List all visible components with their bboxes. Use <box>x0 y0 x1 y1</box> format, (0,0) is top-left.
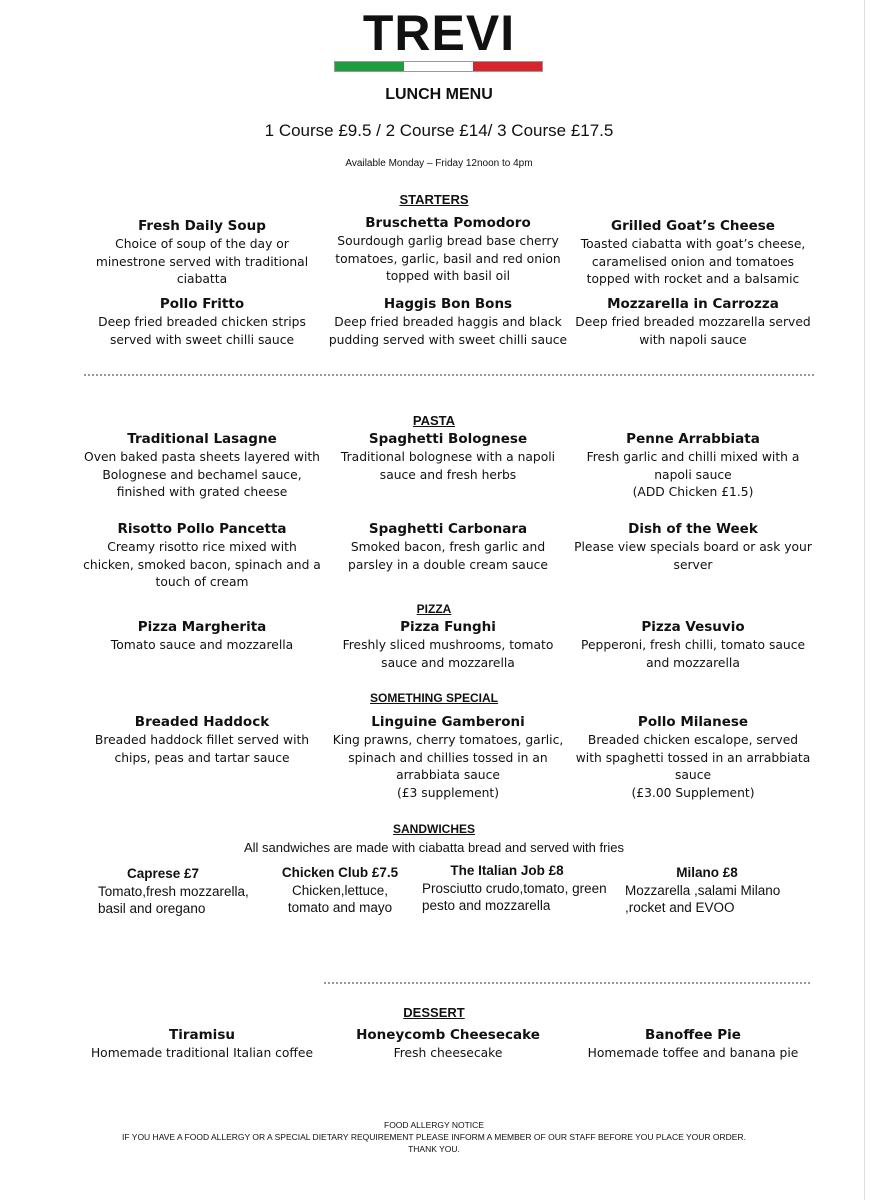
availability-text: Available Monday – Friday 12noon to 4pm <box>345 158 533 169</box>
section-title-pasta: PASTA <box>412 413 456 428</box>
item-description: Smoked bacon, fresh garlic and parsley in a double cream sauce <box>348 540 548 572</box>
allergy-notice-text: IF YOU HAVE A FOOD ALLERGY OR A SPECIAL DIETARY REQUIREMENT PLEASE INFORM A MEMBER OF OUR STAFF BEFORE YOU PLACE YOUR ORDER. <box>122 1132 746 1142</box>
item-name: Pizza Funghi <box>400 619 496 635</box>
item-description: Choice of soup of the day or minestrone served with traditional ciabatta <box>95 237 309 286</box>
flag-stripe-red <box>473 62 542 71</box>
menu-item <box>328 618 568 672</box>
item-name: Banoffee Pie <box>645 1027 741 1043</box>
item-description: Mozzarella ,salami Milano ,rocket and EVOO <box>625 883 781 915</box>
menu-item <box>82 1026 322 1063</box>
menu-item <box>328 520 568 574</box>
item-name: Haggis Bon Bons <box>383 296 513 312</box>
menu-title: LUNCH MENU <box>385 86 493 103</box>
dotted-divider <box>84 374 814 376</box>
item-description: Tomato sauce and mozzarella <box>110 638 294 652</box>
menu-item <box>328 1026 568 1063</box>
menu-item <box>328 295 568 349</box>
item-description: Deep fried breaded haggis and black pudding served with sweet chilli sauce <box>328 315 568 347</box>
item-description: Traditional bolognese with a napoli sauce and fresh herbs <box>340 450 556 482</box>
item-name: Milano £8 <box>676 865 738 880</box>
item-supplement: (£3 supplement) <box>396 785 500 800</box>
menu-page <box>4 0 865 1200</box>
item-name: Bruschetta Pomodoro <box>365 215 531 231</box>
menu-item <box>82 520 322 592</box>
item-name: The Italian Job £8 <box>450 863 564 878</box>
trevi-logo: TREVI <box>362 5 516 61</box>
item-name: Spaghetti Bolognese <box>368 431 528 447</box>
item-description: Breaded haddock fillet served with chips, peas and tartar sauce <box>94 733 310 765</box>
item-description: Deep fried breaded chicken strips served with sweet chilli sauce <box>98 315 306 347</box>
menu-item <box>82 713 322 767</box>
flag-stripe-green <box>335 62 404 71</box>
item-description: Deep fried breaded mozzarella served with napoli sauce <box>575 315 811 347</box>
item-name: Pollo Fritto <box>159 296 245 312</box>
item-description: Fresh cheesecake <box>393 1046 503 1060</box>
item-description: Homemade traditional Italian coffee <box>90 1046 314 1060</box>
allergy-notice-thanks: THANK YOU. <box>408 1144 460 1154</box>
dotted-divider <box>324 982 810 984</box>
menu-item <box>573 430 813 502</box>
menu-item <box>82 430 322 502</box>
item-description: Tomato,fresh mozzarella, basil and oregano <box>98 884 249 916</box>
allergy-notice-title: FOOD ALLERGY NOTICE <box>384 1120 484 1130</box>
sandwiches-note: All sandwiches are made with ciabatta bread and served with fries <box>243 840 625 855</box>
allergy-notice <box>4 1119 864 1155</box>
menu-item <box>82 618 322 655</box>
section-title-starters: STARTERS <box>399 192 469 207</box>
item-description: Breaded chicken escalope, served with spaghetti tossed in an arrabbiata sauce <box>575 733 811 782</box>
item-name: Grilled Goat’s Cheese <box>611 218 775 234</box>
menu-item <box>573 1026 813 1063</box>
item-description: Prosciutto crudo,tomato, green pesto and mozzarella <box>422 881 607 913</box>
menu-item <box>328 713 568 802</box>
item-description: Sourdough garlig bread base cherry tomatoes, garlic, basil and red onion topped with basil oil <box>335 234 561 283</box>
sandwich-item <box>276 863 404 916</box>
item-name: Pollo Milanese <box>637 714 749 730</box>
menu-item <box>82 295 322 349</box>
item-description: Creamy risotto rice mixed with chicken, smoked bacon, spinach and a touch of cream <box>83 540 321 589</box>
item-name: Dish of the Week <box>628 521 758 537</box>
item-supplement: (£3.00 Supplement) <box>631 785 755 800</box>
item-name: Penne Arrabbiata <box>626 431 760 447</box>
menu-item <box>328 214 568 286</box>
menu-item <box>573 618 813 672</box>
item-name: Pizza Margherita <box>137 619 267 635</box>
menu-item <box>573 217 813 289</box>
item-name: Risotto Pollo Pancetta <box>117 521 287 537</box>
item-description: Fresh garlic and chilli mixed with a napoli sauce <box>586 450 800 482</box>
section-title-something-special: SOMETHING SPECIAL <box>369 691 498 705</box>
item-description: Oven baked pasta sheets layered with Bolognese and bechamel sauce, finished with grated cheese <box>84 450 320 499</box>
item-name: Linguine Gamberoni <box>371 714 525 730</box>
item-description: Toasted ciabatta with goat’s cheese, caramelised onion and tomatoes topped with rocket and a balsamic <box>580 237 806 286</box>
section-title-pizza: PIZZA <box>416 602 452 616</box>
item-description: Pepperoni, fresh chilli, tomato sauce and mozzarella <box>580 638 806 670</box>
item-name: Fresh Daily Soup <box>138 218 266 234</box>
menu-item <box>82 217 322 289</box>
item-description: Chicken,lettuce, tomato and mayo <box>287 883 393 915</box>
item-name: Pizza Vesuvio <box>641 619 745 635</box>
menu-item <box>573 295 813 349</box>
sandwich-item <box>422 861 612 914</box>
item-description: Freshly sliced mushrooms, tomato sauce and mozzarella <box>342 638 554 670</box>
section-title-dessert: DESSERT <box>403 1005 465 1020</box>
item-supplement: (ADD Chicken £1.5) <box>632 485 754 499</box>
item-name: Spaghetti Carbonara <box>368 521 528 537</box>
course-prices: 1 Course £9.5 / 2 Course £14/ 3 Course £17.5 <box>264 121 614 140</box>
italian-flag <box>334 61 543 72</box>
item-name: Mozzarella in Carrozza <box>607 296 779 312</box>
item-name: Breaded Haddock <box>134 714 270 730</box>
item-description: Please view specials board or ask your server <box>574 540 812 572</box>
sandwich-item <box>98 864 268 917</box>
item-name: Chicken Club £7.5 <box>281 865 399 880</box>
item-name: Caprese £7 <box>126 866 200 881</box>
item-name: Tiramisu <box>169 1027 235 1043</box>
menu-item <box>573 520 813 574</box>
sandwich-item <box>625 863 805 916</box>
menu-item <box>573 713 813 802</box>
item-description: King prawns, cherry tomatoes, garlic, spinach and chillies tossed in an arrabbiata sauce <box>332 733 564 782</box>
menu-item <box>328 430 568 484</box>
item-name: Traditional Lasagne <box>127 431 277 447</box>
item-description: Homemade toffee and banana pie <box>587 1046 799 1060</box>
flag-stripe-white <box>404 62 473 71</box>
item-name: Honeycomb Cheesecake <box>356 1027 540 1043</box>
section-title-sandwiches: SANDWICHES <box>392 822 475 836</box>
